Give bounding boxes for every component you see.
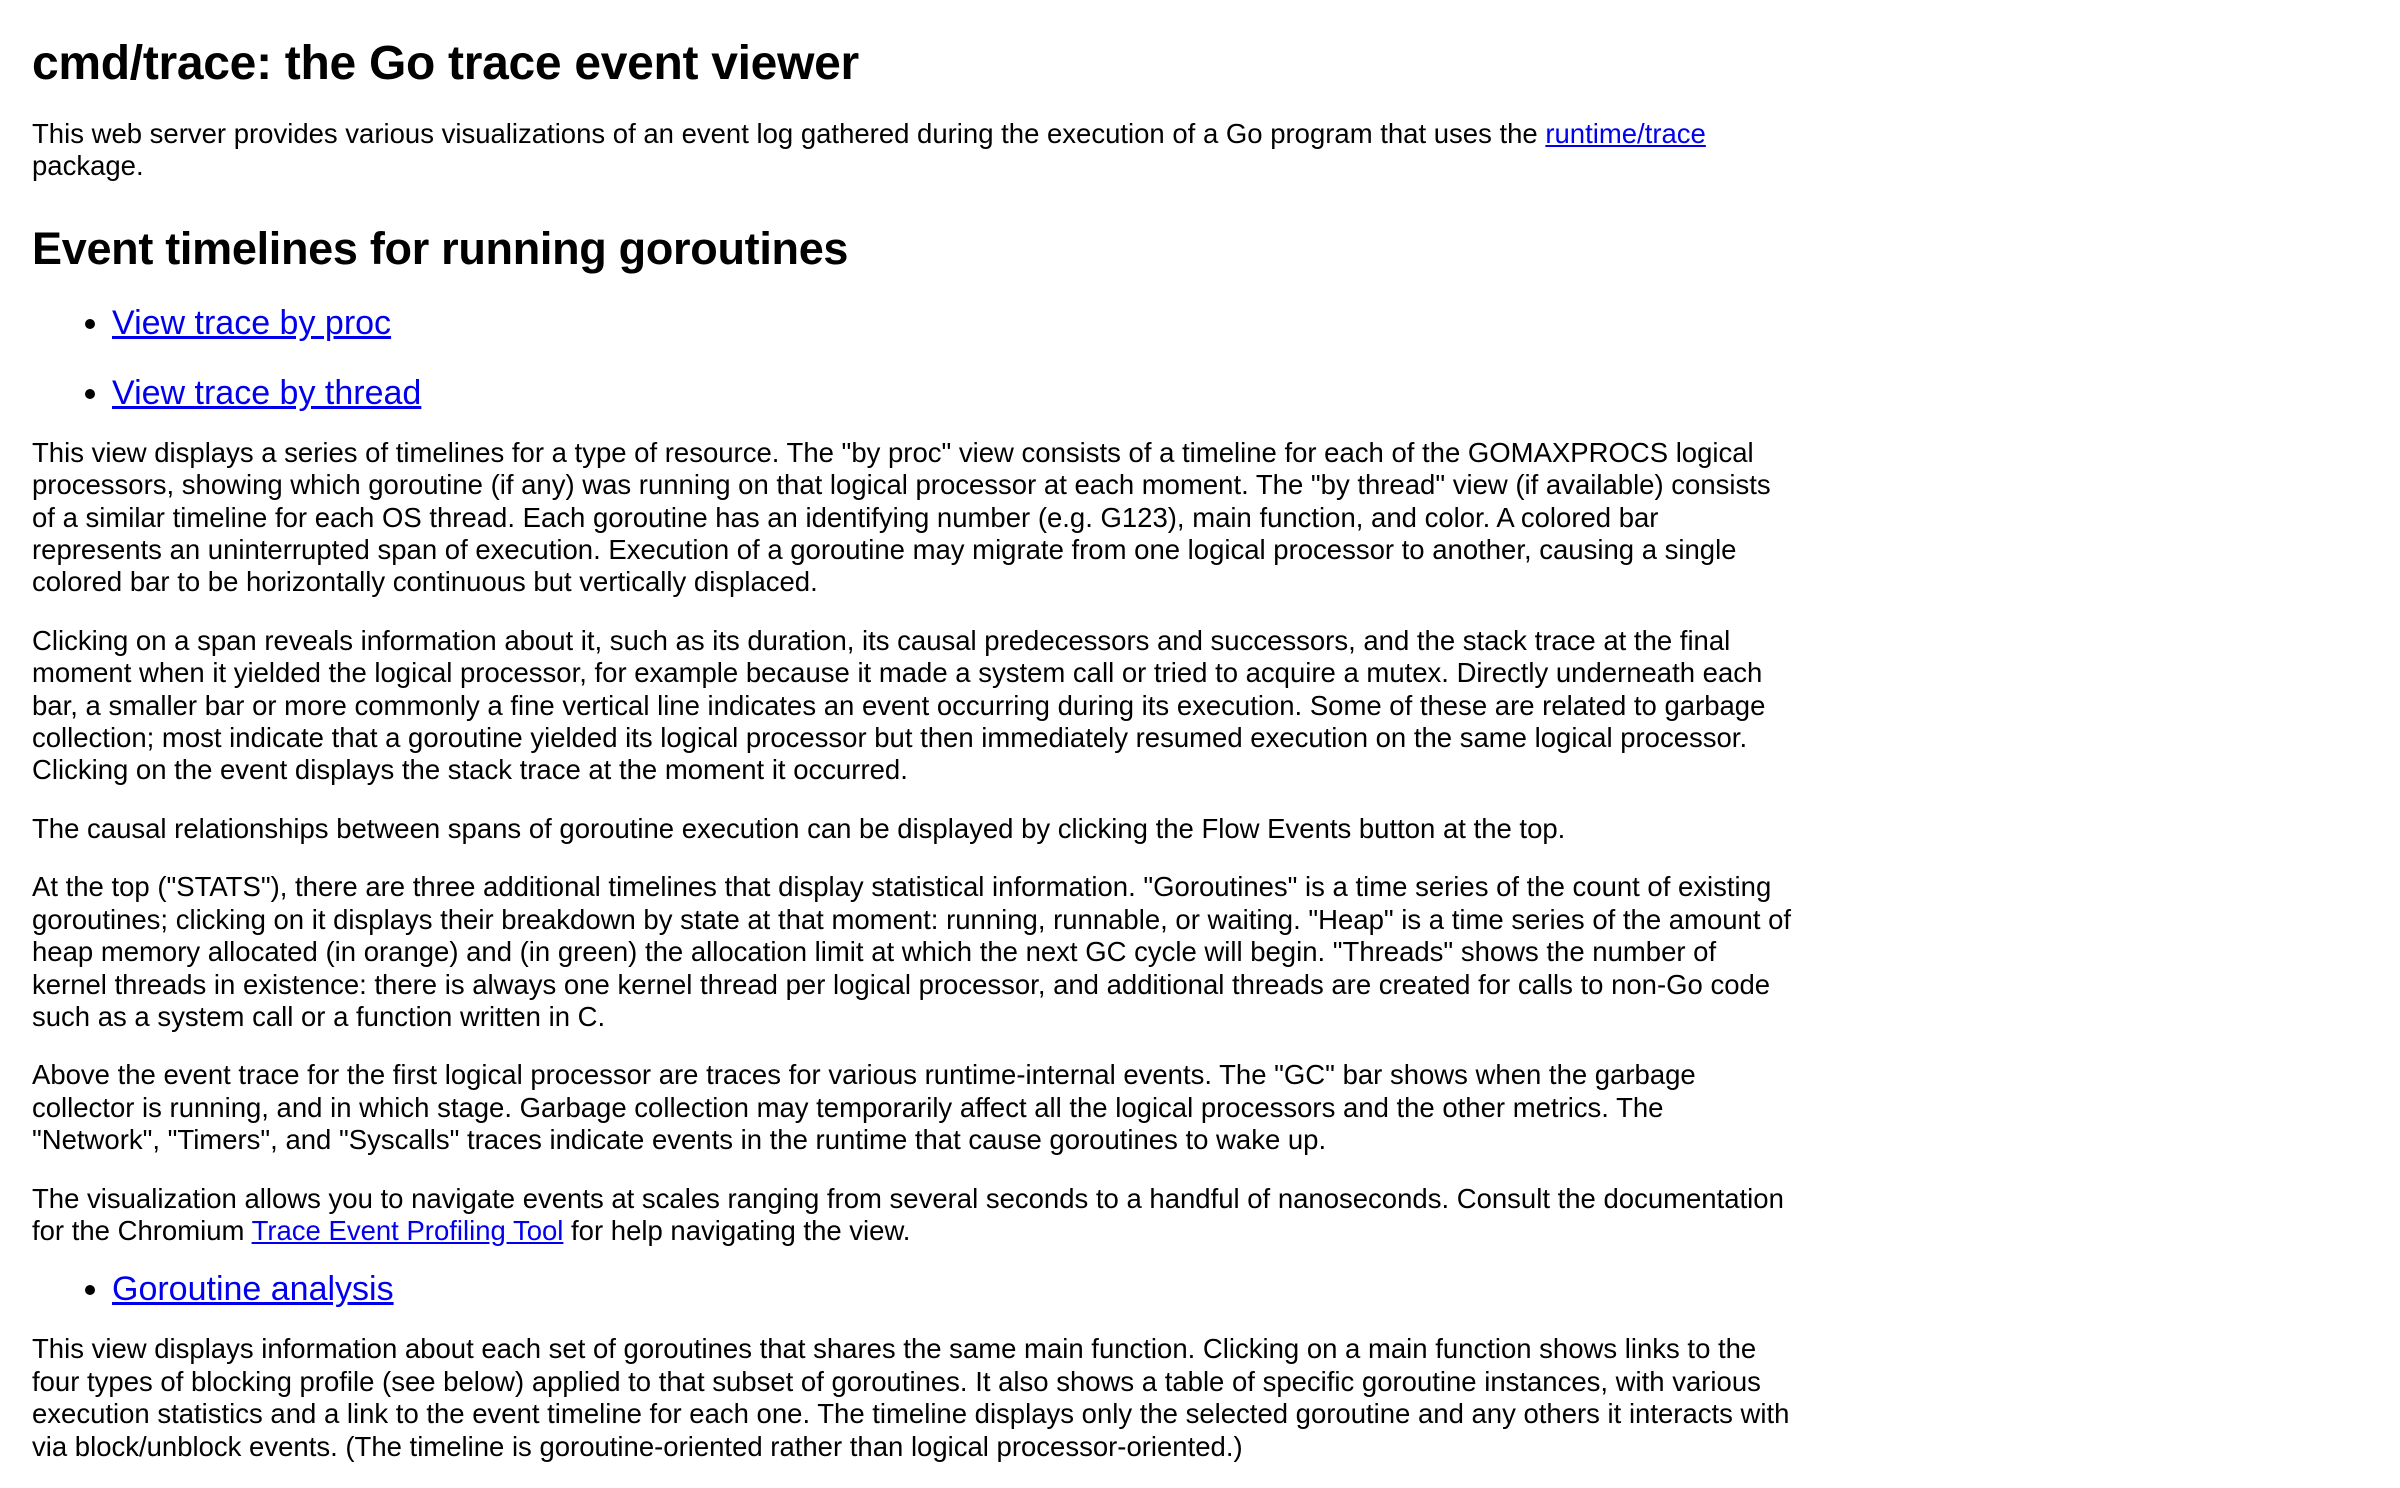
timelines-paragraph-5: Above the event trace for the first logical processor are traces for various runtime-internal events. The "GC" bar shows when the garbage collector is running, and in which stage. Garbage collection may temporarily affect all the logical processors and the other metrics. The "Network", "Timers", and "Syscalls" traces indicate events in the runtime that cause goroutines to wake up. — [32, 1059, 1696, 1156]
list-item — [112, 1267, 1792, 1311]
intro-text-after: package. — [32, 150, 144, 182]
timelines-paragraph-1: This view displays a series of timelines for a type of resource. The "by proc" view consists of a timeline for each of the GOMAXPROCS logical processors, showing which goroutine (if any) was running on that logical processor at each moment. The "by thread" view (if available) consists of a similar timeline for each OS thread. Each goroutine has an identifying number (e.g. G123), main function, and color. A colored bar represents an uninterrupted span of execution. Execution of a goroutine may migrate from one logical processor to another, causing a single colored bar to be horizontally continuous but vertically displaced. — [32, 436, 1771, 598]
page-title: cmd/trace: the Go trace event viewer — [32, 37, 859, 90]
timelines-paragraph-4: At the top ("STATS"), there are three additional timelines that display statistical information. "Goroutines" is a time series of the count of existing goroutines; clicking on it displays their breakdown by state at that moment: running, runnable, or waiting. "Heap" is a time series of the amount of heap memory allocated (in orange) and (in green) the allocation limit at which the next GC cycle will begin. "Threads" shows the number of kernel threads in existence: there is always one kernel thread per logical processor, and additional threads are created for calls to non-Go code such as a system call or a function written in C. — [32, 871, 1792, 1032]
navigate-text-before: The visualization allows you to navigate events at scales ranging from several seconds to a handful of nanoseconds. Consult the documentation for the Chromium — [32, 1182, 1784, 1246]
navigate-paragraph — [32, 1183, 1792, 1248]
view-trace-by-thread-link[interactable]: View trace by thread — [112, 373, 422, 412]
page-content — [32, 0, 1792, 1463]
intro-text-before: This web server provides various visualizations of an event log gathered during the execution of a Go program that uses the — [32, 118, 1546, 149]
trace-links-list — [32, 301, 1792, 415]
goroutine-links-list — [32, 1267, 1792, 1311]
goroutine-paragraph: This view displays information about each set of goroutines that shares the same main function. Clicking on a main function shows links to the four types of blocking profile (see below) applied to that subset of goroutines. It also shows a table of specific goroutine instances, with various execution statistics and a link to the event timeline for each one. The timeline displays only the selected goroutine and any others it interacts with via block/unblock events. (The timeline is goroutine-oriented rather than logical processor-oriented.) — [32, 1333, 1790, 1462]
runtime-trace-link[interactable]: runtime/trace — [1545, 118, 1706, 149]
trace-event-profiling-tool-link[interactable]: Trace Event Profiling Tool — [251, 1214, 564, 1246]
timelines-paragraph-2: Clicking on a span reveals information about it, such as its duration, its causal predecessors and successors, and the stack trace at the final moment when it yielded the logical processor, for example because it made a system call or tried to acquire a mutex. Directly underneath each bar, a smaller bar or more commonly a fine vertical line indicates an event occurring during its execution. Some of these are related to garbage collection; most indicate that a goroutine yielded its logical processor but then immediately resumed execution on the same logical processor. Clicking on the event displays the stack trace at the moment it occurred. — [32, 624, 1766, 786]
section-heading-timelines: Event timelines for running goroutines — [32, 222, 849, 274]
goroutine-analysis-link[interactable]: Goroutine analysis — [112, 1270, 394, 1309]
list-item — [112, 301, 1792, 345]
timelines-paragraph-3: The causal relationships between spans of goroutine execution can be displayed by clicking the Flow Events button at the top. — [32, 812, 1566, 844]
intro-paragraph — [32, 118, 1792, 183]
navigate-text-after: for help navigating the view. — [563, 1214, 911, 1246]
view-trace-by-proc-link[interactable]: View trace by proc — [112, 303, 392, 342]
list-item — [112, 371, 1792, 415]
